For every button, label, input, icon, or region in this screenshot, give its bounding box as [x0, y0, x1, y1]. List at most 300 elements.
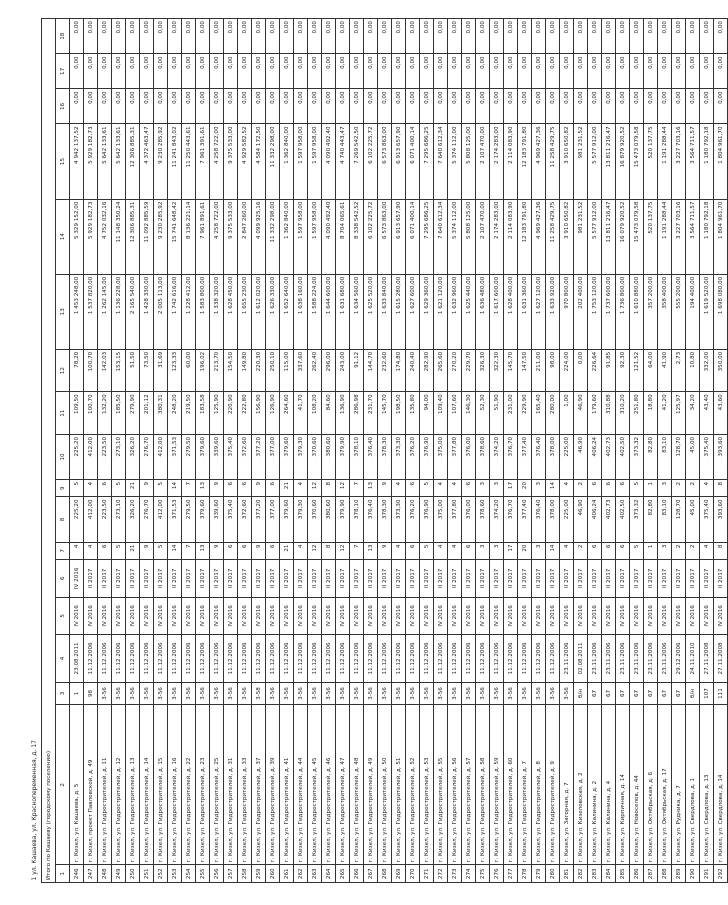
cost-1-cell: 1 610 880,00 — [630, 274, 644, 349]
cost-2-cell: 2 114 083,90 — [504, 199, 518, 274]
area-total-2-cell: 376,90 — [420, 434, 434, 479]
doc-date-cell: 11.12.2006 — [504, 635, 518, 683]
residents-count-cell: 6 — [266, 542, 280, 560]
area-total-2-cell: 376,40 — [364, 434, 378, 479]
area-a-cell: 156,90 — [252, 392, 266, 435]
cost-3-cell: 1 362 840,00 — [280, 124, 294, 199]
row-index-cell: 256 — [210, 865, 224, 883]
area-a-cell: 46,90 — [574, 392, 588, 435]
doc-date-cell: 11.12.2006 — [266, 635, 280, 683]
table-row — [672, 19, 686, 883]
address-cell: г. Кизел, ул. Гидрострителей, д. 8 — [532, 705, 546, 865]
area-total-cell: 45,00 — [686, 497, 700, 542]
amount-3-cell: 0,00 — [518, 19, 532, 54]
table-row — [196, 19, 210, 883]
address-cell: г. Кизел, ул. Кизеловская, д. 2 — [574, 705, 588, 865]
amount-2-cell: 0,00 — [364, 54, 378, 89]
area-total-cell: 375,40 — [224, 497, 238, 542]
cost-3-cell: 5 808 125,00 — [462, 124, 476, 199]
amount-1-cell: 0,00 — [322, 89, 336, 124]
plan-start-cell: IV 2016 — [504, 597, 518, 635]
cost-2-cell: 4 969 427,36 — [532, 199, 546, 274]
area-total-cell: 374,20 — [490, 497, 504, 542]
amount-2-cell: 0,00 — [336, 54, 350, 89]
amount-3-cell: 0,00 — [602, 19, 616, 54]
cost-1-cell: 1 628 400,00 — [504, 274, 518, 349]
doc-number-cell: 1 — [70, 682, 84, 705]
residents-count-2-cell: 5 — [112, 479, 126, 497]
row-index-cell: 260 — [266, 865, 280, 883]
table-row — [126, 19, 140, 883]
residents-count-cell: 6 — [224, 542, 238, 560]
amount-3-cell: 0,00 — [112, 19, 126, 54]
cost-1-cell: 1 428 330,00 — [140, 274, 154, 349]
table-row — [504, 19, 518, 883]
cost-3-cell: 4 740 443,47 — [336, 124, 350, 199]
doc-date-cell: 11.12.2006 — [434, 635, 448, 683]
table-row — [154, 19, 168, 883]
area-total-cell: 373,32 — [630, 497, 644, 542]
plan-end-cell: II 2017 — [294, 560, 308, 598]
column-number: 2 — [56, 705, 70, 865]
cost-3-cell: 4 929 582,52 — [238, 124, 252, 199]
cost-2-cell: 2 847 260,00 — [238, 199, 252, 274]
area-a-cell: 94,00 — [420, 392, 434, 435]
area-a-cell: 125,90 — [210, 392, 224, 435]
area-b-cell: 145,70 — [504, 349, 518, 392]
doc-number-cell: 98 — [84, 682, 98, 705]
amount-2-cell: 0,00 — [294, 54, 308, 89]
cost-2-cell: 12 183 791,80 — [518, 199, 532, 274]
cost-3-cell: 3 227 703,16 — [672, 124, 686, 199]
plan-start-cell: IV 2016 — [126, 597, 140, 635]
amount-3-cell: 0,00 — [196, 19, 210, 54]
residents-count-cell: 6 — [588, 542, 602, 560]
amount-2-cell: 0,00 — [70, 54, 84, 89]
amount-1-cell: 0,00 — [168, 89, 182, 124]
table-row — [406, 19, 420, 883]
area-total-cell: 376,00 — [462, 497, 476, 542]
residents-count-cell: 2 — [672, 542, 686, 560]
cost-1-cell: 1 625 440,00 — [462, 274, 476, 349]
doc-number-cell: 3-56 — [490, 682, 504, 705]
amount-2-cell: 0,00 — [168, 54, 182, 89]
area-total-2-cell: 372,60 — [238, 434, 252, 479]
amount-2-cell: 0,00 — [658, 54, 672, 89]
plan-end-cell: II 2017 — [588, 560, 602, 598]
amount-2-cell: 0,00 — [434, 54, 448, 89]
cost-2-cell: 6 573 863,00 — [378, 199, 392, 274]
address-cell: г. Кизел, ул. Гидрострителей, д. 58 — [476, 705, 490, 865]
area-a-cell: 179,60 — [588, 392, 602, 435]
table-row — [420, 19, 434, 883]
cost-3-cell: 9 375 533,00 — [224, 124, 238, 199]
plan-start-cell: IV 2016 — [532, 597, 546, 635]
amount-1-cell: 0,00 — [98, 89, 112, 124]
doc-number-cell: 107 — [700, 682, 714, 705]
area-b-cell: 224,00 — [560, 349, 574, 392]
plan-end-cell: II 2017 — [168, 560, 182, 598]
address-cell: г. Кизел, ул. Гидрострителей, д. 44 — [294, 705, 308, 865]
row-index-cell: 275 — [476, 865, 490, 883]
amount-3-cell: 0,00 — [238, 19, 252, 54]
cost-1-cell: 1 537 820,00 — [84, 274, 98, 349]
cost-3-cell: 2 114 083,90 — [504, 124, 518, 199]
residents-count-cell: 14 — [168, 542, 182, 560]
area-a-cell: 51,90 — [490, 392, 504, 435]
plan-end-cell: II 2017 — [280, 560, 294, 598]
residents-count-2-cell: 5 — [70, 479, 84, 497]
amount-2-cell: 0,00 — [84, 54, 98, 89]
cost-2-cell: 5 929 182,73 — [84, 199, 98, 274]
plan-end-cell: II 2017 — [574, 560, 588, 598]
residents-count-cell: 7 — [350, 542, 364, 560]
cost-3-cell: 4 584 172,50 — [252, 124, 266, 199]
address-cell: г. Кизел, ул. Калинина, д. 2 — [588, 705, 602, 865]
amount-2-cell: 0,00 — [490, 54, 504, 89]
cost-1-cell: 1 628 450,00 — [224, 274, 238, 349]
address-cell: г. Кизел, ул. Свердлова, д. 1 — [686, 705, 700, 865]
area-b-cell: 78,20 — [70, 349, 84, 392]
plan-end-cell: II 2017 — [546, 560, 560, 598]
plan-end-cell: II 2017 — [700, 560, 714, 598]
amount-2-cell: 0,00 — [126, 54, 140, 89]
doc-number-cell: 3-56 — [112, 682, 126, 705]
area-total-2-cell: 380,60 — [322, 434, 336, 479]
area-total-2-cell: 375,40 — [700, 434, 714, 479]
plan-start-cell: IV 2016 — [658, 597, 672, 635]
amount-2-cell: 0,00 — [350, 54, 364, 89]
row-index-cell: 268 — [378, 865, 392, 883]
amount-3-cell: 0,00 — [686, 19, 700, 54]
residents-count-2-cell: 7 — [350, 479, 364, 497]
amount-2-cell: 0,00 — [476, 54, 490, 89]
address-cell: г. Кизел, ул. Гидрострителей, д. 15 — [154, 705, 168, 865]
amount-3-cell: 0,00 — [490, 19, 504, 54]
residents-count-cell: 7 — [182, 542, 196, 560]
cost-1-cell: 970 800,00 — [560, 274, 574, 349]
doc-date-cell: 11.12.2006 — [98, 635, 112, 683]
cost-3-cell: 4 942 137,52 — [70, 124, 84, 199]
residents-count-cell: 4 — [392, 542, 406, 560]
column-number: 13 — [56, 274, 70, 349]
cost-3-cell: 3 564 711,57 — [686, 124, 700, 199]
row-index-cell: 292 — [714, 865, 728, 883]
row-index-cell: 258 — [238, 865, 252, 883]
plan-start-cell: IV 2016 — [196, 597, 210, 635]
area-total-2-cell: 375,00 — [434, 434, 448, 479]
cost-3-cell: 5 374 112,00 — [448, 124, 462, 199]
plan-start-cell: IV 2016 — [490, 597, 504, 635]
residents-count-2-cell: 3 — [490, 479, 504, 497]
amount-3-cell: 0,00 — [714, 19, 728, 54]
amount-3-cell: 0,00 — [434, 19, 448, 54]
plan-start-cell: IV 2016 — [182, 597, 196, 635]
amount-1-cell: 0,00 — [574, 89, 588, 124]
row-index-cell: 291 — [700, 865, 714, 883]
area-b-cell: 322,30 — [490, 349, 504, 392]
amount-3-cell: 0,00 — [308, 19, 322, 54]
cost-2-cell: 16 079 920,52 — [616, 199, 630, 274]
doc-number-cell: 3-56 — [154, 682, 168, 705]
address-cell: г. Кизел, ул. Гидрострителей, д. 45 — [308, 705, 322, 865]
area-total-2-cell: 339,60 — [210, 434, 224, 479]
residents-count-cell: 6 — [602, 542, 616, 560]
plan-start-cell: IV 2016 — [518, 597, 532, 635]
cost-1-cell: 1 698 080,00 — [714, 274, 728, 349]
cost-1-cell: 1 644 600,00 — [322, 274, 336, 349]
residents-count-cell: 4 — [70, 542, 84, 560]
column-number: 7 — [56, 542, 70, 560]
doc-date-cell: 11.12.2006 — [280, 635, 294, 683]
area-total-cell: 46,90 — [574, 497, 588, 542]
area-b-cell: 91,12 — [350, 349, 364, 392]
amount-3-cell: 0,00 — [672, 19, 686, 54]
amount-2-cell: 0,00 — [686, 54, 700, 89]
area-total-2-cell: 377,80 — [448, 434, 462, 479]
residents-count-2-cell: 2 — [672, 479, 686, 497]
residents-count-2-cell: 4 — [448, 479, 462, 497]
area-total-2-cell: 375,40 — [224, 434, 238, 479]
amount-2-cell: 0,00 — [420, 54, 434, 89]
plan-start-cell: IV 2016 — [686, 597, 700, 635]
area-total-cell: 376,20 — [406, 497, 420, 542]
plan-start-cell: IV 2016 — [322, 597, 336, 635]
amount-3-cell: 0,00 — [476, 19, 490, 54]
residents-count-2-cell: 5 — [420, 479, 434, 497]
area-total-cell: 225,00 — [560, 497, 574, 542]
area-b-cell: 142,03 — [98, 349, 112, 392]
area-a-cell: 107,60 — [448, 392, 462, 435]
cost-1-cell: 1 617 600,00 — [490, 274, 504, 349]
area-total-2-cell: 406,24 — [588, 434, 602, 479]
plan-start-cell: IV 2016 — [294, 597, 308, 635]
area-total-cell: 370,60 — [308, 497, 322, 542]
table-row — [476, 19, 490, 883]
doc-number-cell: 3-56 — [518, 682, 532, 705]
cost-1-cell: 1 588 224,00 — [308, 274, 322, 349]
amount-1-cell: 0,00 — [700, 89, 714, 124]
table-row — [238, 19, 252, 883]
residents-count-cell: 21 — [280, 542, 294, 560]
area-a-cell: 280,00 — [546, 392, 560, 435]
amount-2-cell: 0,00 — [224, 54, 238, 89]
cost-1-cell: 358 400,00 — [658, 274, 672, 349]
row-index-cell: 251 — [140, 865, 154, 883]
column-number: 3 — [56, 682, 70, 705]
cost-2-cell: 5 577 912,00 — [588, 199, 602, 274]
amount-2-cell: 0,00 — [714, 54, 728, 89]
table-row — [434, 19, 448, 883]
area-total-cell: 378,00 — [546, 497, 560, 542]
amount-3-cell: 0,00 — [322, 19, 336, 54]
amount-1-cell: 0,00 — [406, 89, 420, 124]
cost-1-cell: 1 636 480,00 — [476, 274, 490, 349]
residents-count-cell: 12 — [308, 542, 322, 560]
area-total-cell: 376,90 — [420, 497, 434, 542]
cost-3-cell: 5 642 133,61 — [98, 124, 112, 199]
area-a-cell: 84,60 — [322, 392, 336, 435]
row-index-cell: 280 — [546, 865, 560, 883]
amount-3-cell: 0,00 — [336, 19, 350, 54]
table-row — [252, 19, 266, 883]
cost-1-cell: 1 627 600,00 — [406, 274, 420, 349]
plan-end-cell: II 2017 — [392, 560, 406, 598]
doc-number-cell: 3-56 — [462, 682, 476, 705]
residents-count-2-cell: 14 — [168, 479, 182, 497]
area-a-cell: 136,90 — [336, 392, 350, 435]
row-index-cell: 262 — [294, 865, 308, 883]
area-a-cell: 145,70 — [378, 392, 392, 435]
area-a-cell: 41,70 — [294, 392, 308, 435]
doc-number-cell: 3-56 — [280, 682, 294, 705]
table-row — [280, 19, 294, 883]
cost-1-cell: 1 629 360,00 — [420, 274, 434, 349]
amount-1-cell: 0,00 — [126, 89, 140, 124]
cost-1-cell: 1 621 120,00 — [434, 274, 448, 349]
residents-count-2-cell: 6 — [98, 479, 112, 497]
row-index-cell: 277 — [504, 865, 518, 883]
amount-3-cell: 0,00 — [462, 19, 476, 54]
plan-start-cell: IV 2016 — [308, 597, 322, 635]
row-index-cell: 270 — [406, 865, 420, 883]
row-index-cell: 259 — [252, 865, 266, 883]
area-total-2-cell: 412,00 — [154, 434, 168, 479]
row-index-cell: 264 — [322, 865, 336, 883]
area-a-cell: 222,80 — [238, 392, 252, 435]
address-cell: г. Кизел, ул. Гидрострителей, д. 23 — [196, 705, 210, 865]
plan-end-cell: II 2017 — [658, 560, 672, 598]
cost-3-cell: 4 258 722,00 — [210, 124, 224, 199]
plan-end-cell: II 2017 — [238, 560, 252, 598]
area-total-cell: 326,20 — [126, 497, 140, 542]
plan-end-cell: II 2017 — [154, 560, 168, 598]
plan-end-cell: II 2017 — [644, 560, 658, 598]
amount-3-cell: 0,00 — [532, 19, 546, 54]
amount-3-cell: 0,00 — [252, 19, 266, 54]
area-b-cell: 265,60 — [434, 349, 448, 392]
address-cell: г. Кизел, ул. Гидрострителей, д. 46 — [322, 705, 336, 865]
area-total-cell: 393,60 — [714, 497, 728, 542]
amount-2-cell: 0,00 — [504, 54, 518, 89]
address-cell: г. Кизел, ул. Гидрострителей, д. 37 — [252, 705, 266, 865]
area-b-cell: 10,80 — [686, 349, 700, 392]
area-a-cell: 286,98 — [350, 392, 364, 435]
cost-2-cell: 3 910 650,82 — [560, 199, 574, 274]
amount-1-cell: 0,00 — [392, 89, 406, 124]
amount-3-cell: 0,00 — [588, 19, 602, 54]
table-row — [266, 19, 280, 883]
amount-1-cell: 0,00 — [546, 89, 560, 124]
cost-3-cell: 6 573 863,00 — [378, 124, 392, 199]
plan-start-cell: IV 2016 — [700, 597, 714, 635]
doc-date-cell: 11.12.2006 — [168, 635, 182, 683]
residents-count-2-cell: 9 — [378, 479, 392, 497]
amount-2-cell: 0,00 — [392, 54, 406, 89]
cost-2-cell: 1 597 958,00 — [308, 199, 322, 274]
column-number: 14 — [56, 199, 70, 274]
doc-number-cell: б/н — [574, 682, 588, 705]
amount-2-cell: 0,00 — [196, 54, 210, 89]
plan-end-cell: II 2017 — [378, 560, 392, 598]
area-total-cell: 406,24 — [588, 497, 602, 542]
area-b-cell: 123,33 — [168, 349, 182, 392]
plan-start-cell: IV 2016 — [280, 597, 294, 635]
plan-end-cell: II 2017 — [364, 560, 378, 598]
residents-count-cell: 6 — [406, 542, 420, 560]
cost-1-cell: 2 005 113,00 — [154, 274, 168, 349]
area-total-2-cell: 379,30 — [294, 434, 308, 479]
area-total-2-cell: 379,90 — [336, 434, 350, 479]
doc-date-cell: 11.12.2006 — [112, 635, 126, 683]
plan-end-cell: II 2017 — [462, 560, 476, 598]
area-total-2-cell: 402,73 — [602, 434, 616, 479]
area-total-cell: 412,00 — [154, 497, 168, 542]
rotated-table-sheet — [28, 18, 724, 883]
row-index-cell: 261 — [280, 865, 294, 883]
address-cell: г. Кизел, ул. Гидрострителей, д. 49 — [364, 705, 378, 865]
plan-start-cell: IV 2016 — [168, 597, 182, 635]
doc-number-cell: 3-56 — [378, 682, 392, 705]
doc-number-cell: 3-56 — [266, 682, 280, 705]
plan-start-cell: IV 2016 — [70, 597, 84, 635]
amount-3-cell: 0,00 — [70, 19, 84, 54]
address-cell: г. Кизел, ул. Гидрострителей, д. 57 — [462, 705, 476, 865]
residents-count-cell: 6 — [616, 542, 630, 560]
cost-2-cell: 1 191 288,44 — [658, 199, 672, 274]
residents-count-2-cell: 4 — [560, 479, 574, 497]
amount-2-cell: 0,00 — [518, 54, 532, 89]
address-cell: г. Кизел, ул. Гидрострителей, д. 52 — [406, 705, 420, 865]
residents-count-cell: 2 — [574, 542, 588, 560]
header-line: 1 ул. Кашаева, ул. Краснопеременная, д. 17 — [30, 740, 38, 881]
plan-start-cell: IV 2016 — [210, 597, 224, 635]
area-b-cell: 226,64 — [588, 349, 602, 392]
residents-count-cell: 6 — [98, 542, 112, 560]
area-b-cell: 326,30 — [476, 349, 490, 392]
area-b-cell: 149,80 — [238, 349, 252, 392]
area-b-cell: 100,70 — [84, 349, 98, 392]
address-cell: г. Кизел, ул. Новоселов, д. 44 — [630, 705, 644, 865]
amount-2-cell: 0,00 — [560, 54, 574, 89]
residents-count-cell: 13 — [364, 542, 378, 560]
table-row — [140, 19, 154, 883]
area-total-cell: 225,20 — [70, 497, 84, 542]
doc-date-cell: 29.12.2006 — [672, 635, 686, 683]
cost-2-cell: 4 099 925,16 — [252, 199, 266, 274]
cost-1-cell: 1 634 560,00 — [350, 274, 364, 349]
cost-1-cell: 1 638 160,00 — [294, 274, 308, 349]
residents-count-2-cell: 8 — [322, 479, 336, 497]
area-total-cell: 379,60 — [196, 497, 210, 542]
area-total-2-cell: 376,20 — [406, 434, 420, 479]
residents-count-2-cell: 4 — [392, 479, 406, 497]
cost-2-cell: 3 227 703,16 — [672, 199, 686, 274]
cost-2-cell: 15 473 079,58 — [630, 199, 644, 274]
area-a-cell: 248,20 — [168, 392, 182, 435]
amount-2-cell: 0,00 — [616, 54, 630, 89]
area-total-2-cell: 376,40 — [532, 434, 546, 479]
amount-2-cell: 0,00 — [378, 54, 392, 89]
subheader: Итого по Кашаеву (городскому поселению) — [42, 19, 56, 883]
area-a-cell: 264,60 — [280, 392, 294, 435]
cost-1-cell: 1 625 520,00 — [364, 274, 378, 349]
doc-number-cell: 3-56 — [546, 682, 560, 705]
residents-count-cell: 9 — [378, 542, 392, 560]
subheader-row — [42, 19, 56, 883]
doc-number-cell: б/н — [686, 682, 700, 705]
table-row — [686, 19, 700, 883]
